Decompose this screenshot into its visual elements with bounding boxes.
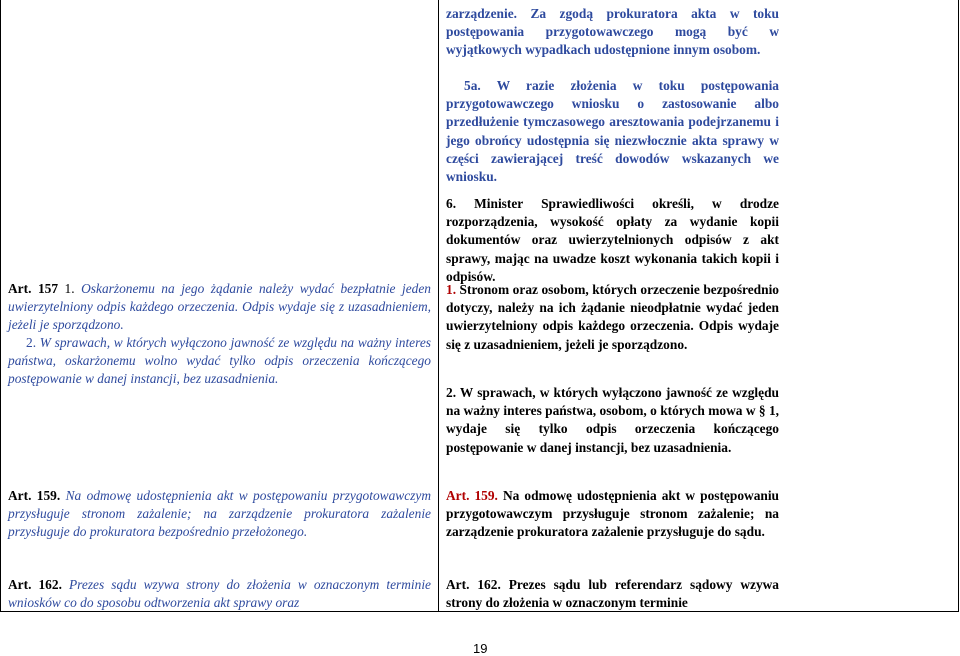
right-paragraph-art157-2 [446, 384, 779, 457]
right-p5-text: W sprawach, w których wyłączono jawność ze względu na ważny interes państwa, osobom, o których mowa w § 1, wydaje się tylko odpis orzeczenia kończącego postępowanie w danej instancji, bez uzasadnienia. [446, 385, 779, 455]
left-art157-text: Oskarżonemu na jego żądanie należy wydać bezpłatnie jeden uwierzytelniony odpis każdego orzeczenia. Odpis wydaje się z uzasadnieniem, jeżeli je sporządzono. [8, 281, 432, 333]
left-art157-2-num: 2. [26, 335, 37, 350]
right-p1-text: zarządzenie. Za zgodą prokuratora akta w toku postępowania przygotowawczego mogą być w wyjątkowych wypadkach udostępnione innym osobom. [446, 6, 779, 58]
right-paragraph-art159 [446, 487, 779, 542]
left-paragraph-art157-2 [8, 334, 431, 389]
left-art159-label: Art. 159. [8, 488, 61, 503]
left-art159-text: Na odmowę udostępnienia akt w postępowaniu przygotowawczym przysługuje stronom zażalenie; na zarządzenie prokuratora zażalenie przysługuje do prokuratora bezpośrednio przełożonego. [8, 488, 431, 540]
right-p2-number: 5a. [464, 78, 481, 93]
right-p7-text: Prezes sądu lub referendarz sądowy wzywa strony do złożenia w oznaczonym terminie [446, 577, 780, 611]
left-paragraph-art162 [8, 576, 431, 612]
right-p6-text: Na odmowę udostępnienia akt w postępowaniu przygotowawczym przysługuje stronom zażalenie; na zarządzenie prokuratora zażalenie przysługuje do sądu. [446, 488, 780, 540]
left-paragraph-art157-1 [8, 280, 431, 335]
table-right-border [958, 0, 959, 611]
right-p7-art: Art. 162. [446, 577, 501, 592]
right-p2-text: W razie złożenia w toku postępowania przygotowawczego wniosku o zastosowanie albo przedłużenie tymczasowego aresztowania podejrzanemu i jego obrońcy udostępnia się niezwłocznie akta sprawy w części zawierającej treść dowodów wskazanych we wniosku. [446, 78, 779, 185]
right-paragraph-art157-1 [446, 281, 779, 354]
right-p3-number: 6. [446, 196, 457, 211]
page-number: 19 [473, 641, 488, 656]
left-art157-label: Art. 157 [8, 281, 59, 296]
left-art157-num: 1. [58, 281, 75, 296]
left-art162-text: Prezes sądu wzywa strony do złożenia w oznaczonym terminie wniosków co do sposobu odtworzenia akt sprawy oraz [8, 577, 431, 611]
right-p4-text: Stronom oraz osobom, których orzeczenie bezpośrednio dotyczy, należy na ich żądanie nieodpłatnie wydać jeden uwierzytelniony odpis każdego orzeczenia. Odpis wydaje się z uzasadnieniem, jeżeli je sporządzono. [446, 282, 779, 352]
right-p4-number: 1. [446, 282, 457, 297]
right-p6-art: Art. 159. [446, 488, 498, 503]
left-paragraph-art159 [8, 487, 431, 542]
right-paragraph-5a [446, 77, 779, 186]
table-column-divider [438, 0, 439, 611]
right-p3-text: Minister Sprawiedliwości określi, w drodze rozporządzenia, wysokość opłaty za wydanie kopii dokumentów oraz uwierzytelnionych odpisów z akt sprawy, mając na uwadze koszt wykonania takich kopii i odpisów. [446, 196, 779, 284]
right-paragraph-akta-zgoda [446, 5, 779, 60]
right-p5-number: 2. [446, 385, 457, 400]
left-art162-label: Art. 162. [8, 577, 62, 592]
table-left-border [0, 0, 1, 611]
right-paragraph-art162 [446, 576, 779, 612]
right-paragraph-6 [446, 195, 779, 286]
left-art157-2-text: W sprawach, w których wyłączono jawność ze względu na ważny interes państwa, oskarżonemu wolno wydać tylko odpis orzeczenia kończącego postępowanie w danej instancji, bez uzasadnienia. [8, 335, 431, 387]
